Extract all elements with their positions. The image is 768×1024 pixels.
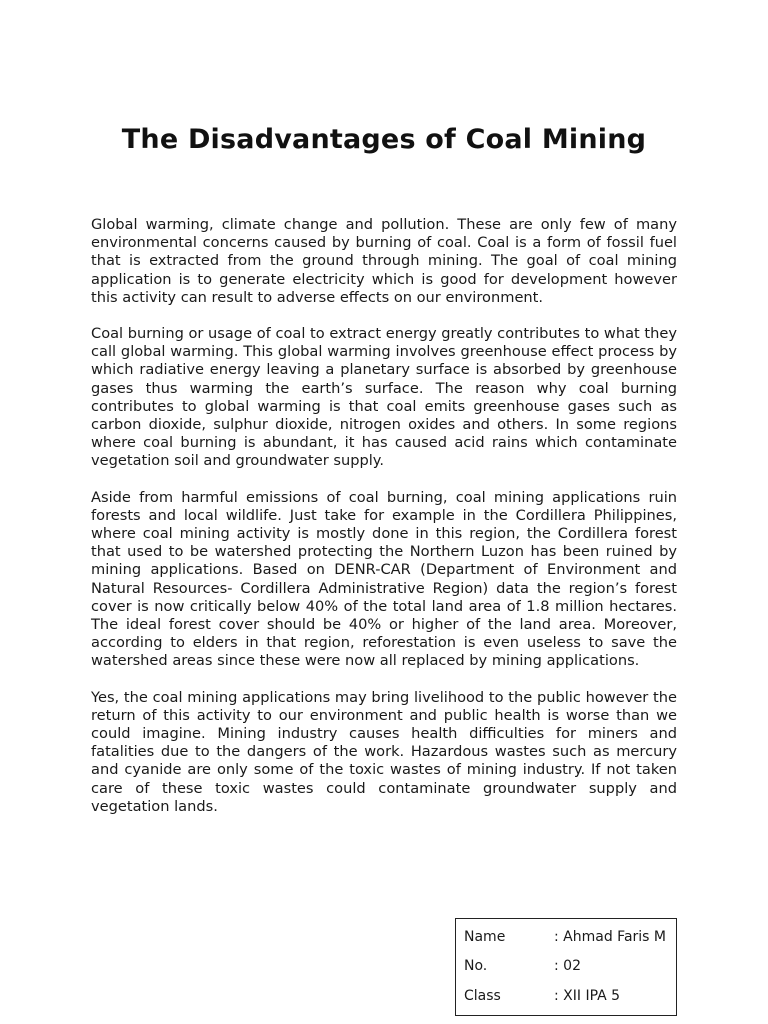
paragraph-2: Coal burning or usage of coal to extract energy greatly contributes to what they call global warming. This global warming involves greenhouse effect process by which radiative energy leaving a planetary surface is absorbed by greenhouse gases thus warming the earth’s surface. The reason why coal burning contributes to global warming is that coal emits greenhouse gases such as carbon dioxide, sulphur dioxide, nitrogen oxides and others. In some regions where coal burning is abundant, it has caused acid rains which contaminate vegetation soil and groundwater supply. [91, 325, 677, 470]
info-label-number: No. [464, 958, 488, 975]
info-value-name: : Ahmad Faris M [554, 928, 666, 945]
paragraph-1: Global warming, climate change and pollution. These are only few of many environmental concerns caused by burning of coal. Coal is a form of fossil fuel that is extracted from the ground through mining. The goal of coal mining application is to generate electricity which is good for development however this activity can result to adverse effects on our environment. [91, 216, 677, 306]
info-row-class [464, 981, 676, 1011]
essay-body [91, 216, 677, 834]
info-row-name [464, 922, 676, 952]
paragraph-3: Aside from harmful emissions of coal burning, coal mining applications ruin forests and local wildlife. Just take for example in the Cordillera Philippines, where coal mining activity is mostly done in this region, the Cordillera forest that used to be watershed protecting the Northern Luzon has been ruined by mining applications. Based on DENR-CAR (Department of Environment and Natural Resources- Cordillera Administrative Region) data the region’s forest cover is now critically below 40% of the total land area of 1.8 million hectares. The ideal forest cover should be 40% or higher of the land area. Moreover, according to elders in that region, reforestation is even useless to save the watershed areas since these were now all replaced by mining applications. [91, 488, 677, 670]
student-info-box [455, 918, 677, 1016]
paragraph-4: Yes, the coal mining applications may bring livelihood to the public however the return of this activity to our environment and public health is worse than we could imagine. Mining industry causes health difficulties for miners and fatalities due to the dangers of the work. Hazardous wastes such as mercury and cyanide are only some of the toxic wastes of mining industry. If not taken care of these toxic wastes could contaminate groundwater supply and vegetation lands. [91, 688, 677, 815]
info-row-number [464, 952, 676, 982]
info-value-number: : 02 [554, 958, 581, 975]
info-label-name: Name [464, 928, 506, 945]
info-value-class: : XII IPA 5 [554, 987, 621, 1004]
page-title: The Disadvantages of Coal Mining [121, 124, 647, 155]
info-label-class: Class [464, 987, 501, 1004]
